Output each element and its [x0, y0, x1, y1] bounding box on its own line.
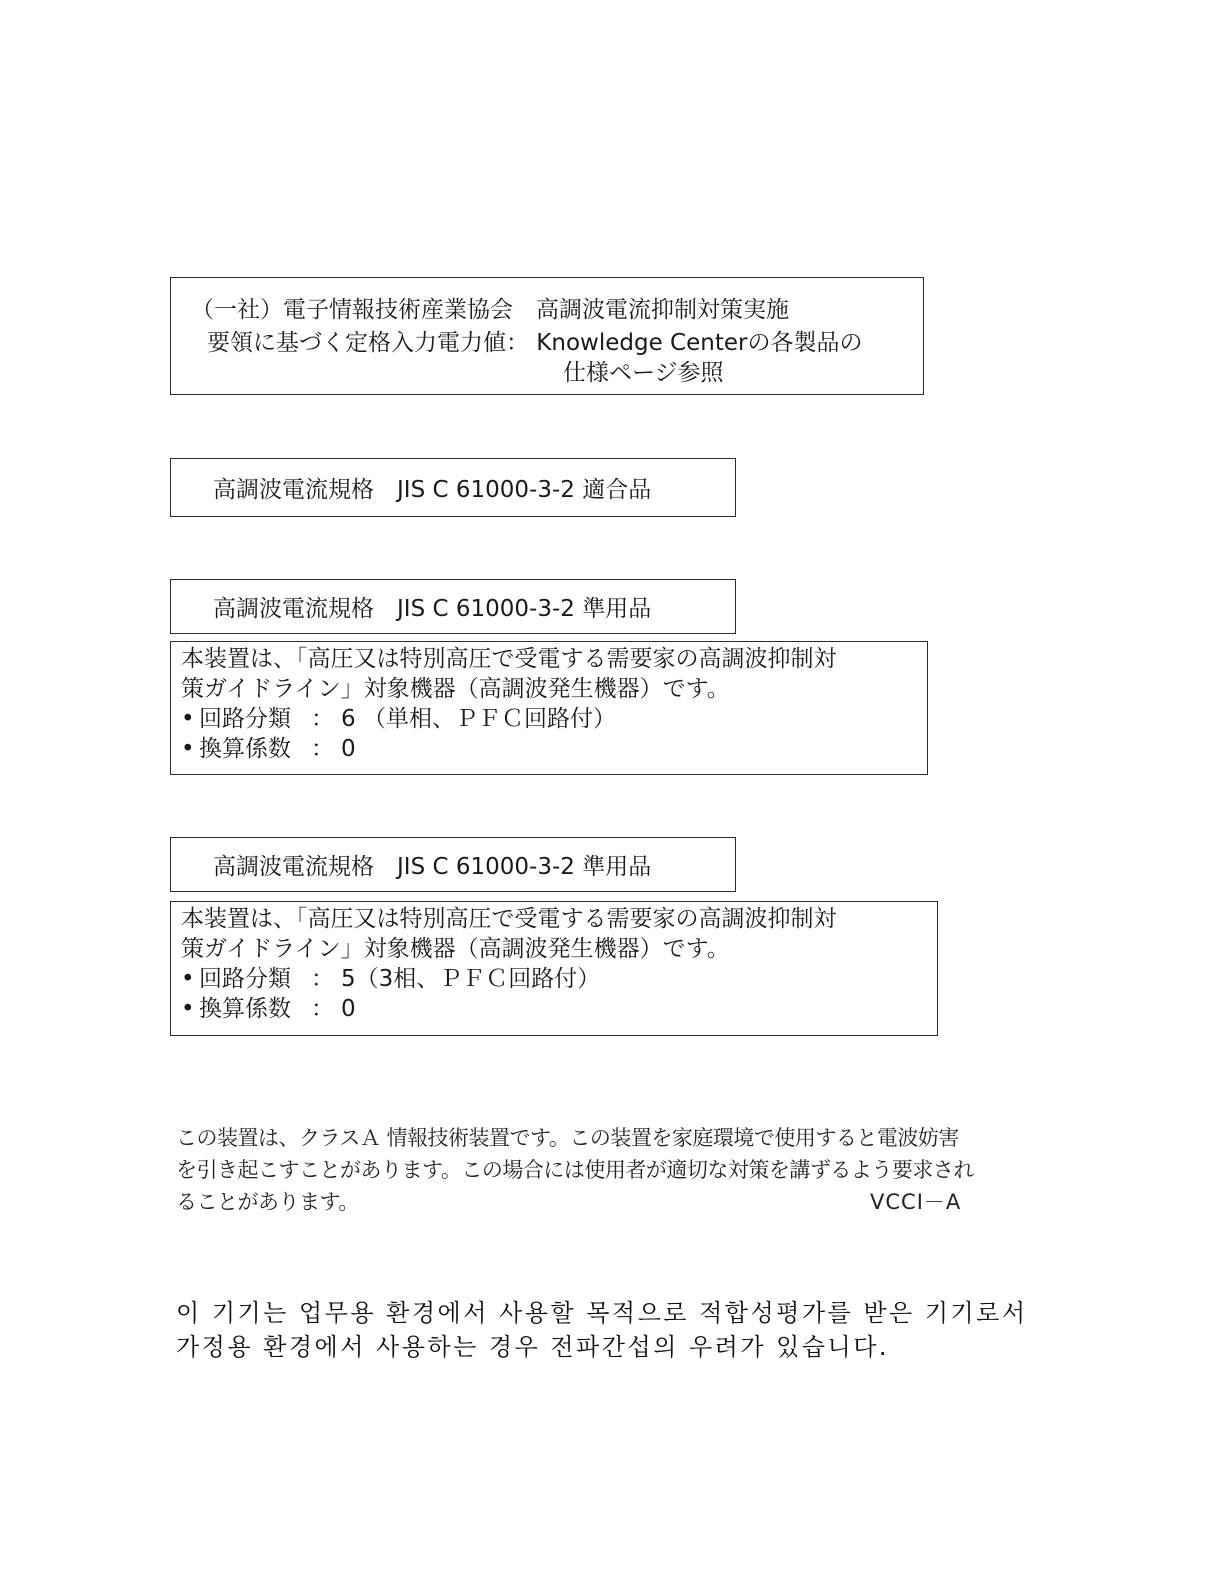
- korean-line-1: 이 기기는 업무용 환경에서 사용할 목적으로 적합성평가를 받은 기기로서: [176, 1299, 1028, 1327]
- guideline-text-line-1: 本装置は、「高圧又は特別高圧で受電する需要家の高調波抑制対: [181, 646, 837, 672]
- vcci-mark: VCCI－A: [870, 1190, 962, 1214]
- vcci-line-1: この装置は、クラスＡ 情報技術装置です。この装置を家庭環境で使用すると電波妨害: [176, 1126, 959, 1150]
- vcci-line-2: を引き起こすことがあります。この場合には使用者が適切な対策を講ずるよう要求され: [176, 1158, 974, 1182]
- conversion-factor-value: 0: [341, 736, 356, 762]
- circuit-class-label: 回路分類: [199, 706, 291, 732]
- jis-quasi-title-1: 高調波電流規格 JIS C 61000-3-2 準用品: [213, 596, 652, 622]
- jeita-rated-input-box: [170, 277, 924, 395]
- bullet: •: [181, 996, 195, 1022]
- conversion-factor-label: 換算係数: [199, 736, 291, 762]
- circuit-class-label: 回路分類: [199, 966, 291, 992]
- bullet: •: [181, 736, 195, 762]
- jis-quasi-title-box-1: [170, 579, 736, 634]
- jeita-line-3: 仕様ページ参照: [563, 360, 724, 386]
- guideline-text-line-2: 策ガイドライン」対象機器（高調波発生機器）です。: [181, 936, 730, 962]
- harmonic-guideline-box-1: [170, 641, 928, 775]
- harmonic-guideline-box-2: [170, 901, 938, 1036]
- circuit-class-row: [181, 704, 917, 734]
- guideline-text-line-1: 本装置は、「高圧又は特別高圧で受電する需要家の高調波抑制対: [181, 906, 837, 932]
- colon: ：: [311, 706, 334, 732]
- bullet: •: [181, 966, 195, 992]
- jis-compliant-title-box: [170, 458, 736, 517]
- colon: ：: [311, 996, 334, 1022]
- guideline-text-line-2: 策ガイドライン」対象機器（高調波発生機器）です。: [181, 676, 730, 702]
- conversion-factor-row: [181, 994, 927, 1024]
- conversion-factor-row: [181, 734, 917, 764]
- jis-quasi-title-2: 高調波電流規格 JIS C 61000-3-2 準用品: [213, 854, 652, 880]
- circuit-class-value: 5（3相、ＰＦＣ回路付）: [341, 966, 601, 992]
- circuit-class-value: 6 （単相、ＰＦＣ回路付）: [341, 706, 616, 732]
- conversion-factor-label: 換算係数: [199, 996, 291, 1022]
- colon: ：: [311, 736, 334, 762]
- vcci-line-3: ることがあります。: [176, 1190, 359, 1214]
- vcci-statement: [176, 1122, 1036, 1218]
- colon: ：: [311, 966, 334, 992]
- bullet: •: [181, 706, 195, 732]
- korean-line-2: 가정용 환경에서 사용하는 경우 전파간섭의 우려가 있습니다.: [176, 1333, 890, 1361]
- jeita-line-2: 要領に基づく定格入力電力値： Knowledge Centerの各製品の: [207, 330, 863, 356]
- korean-emc-statement: [176, 1296, 1136, 1364]
- jis-compliant-title: 高調波電流規格 JIS C 61000-3-2 適合品: [213, 477, 652, 503]
- conversion-factor-value: 0: [341, 996, 356, 1022]
- jis-quasi-title-box-2: [170, 837, 736, 892]
- circuit-class-row: [181, 964, 927, 994]
- jeita-line-1: （一社）電子情報技術産業協会 高調波電流抑制対策実施: [191, 297, 789, 323]
